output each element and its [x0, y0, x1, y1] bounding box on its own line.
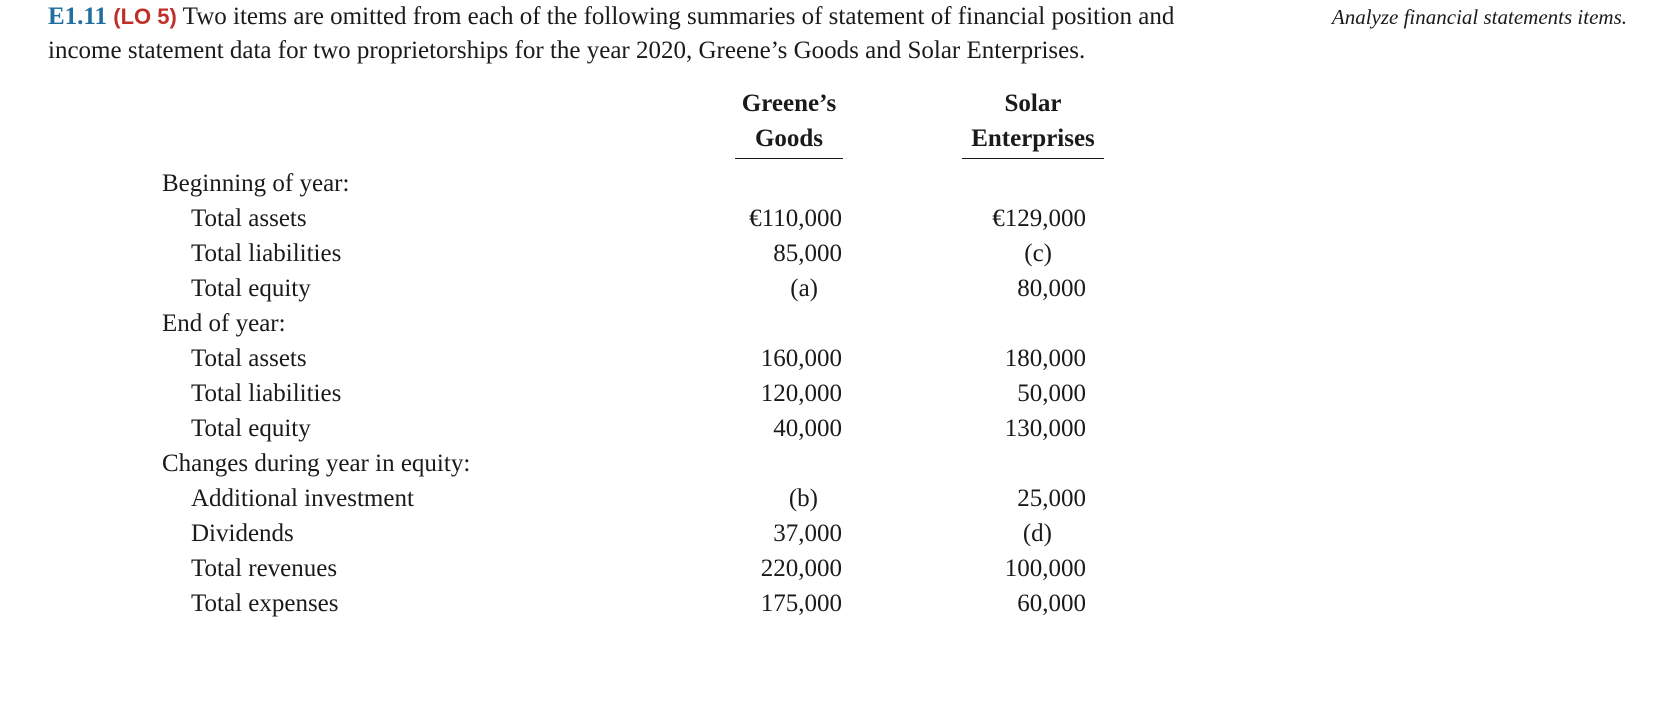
- row-label: Total equity: [191, 275, 311, 302]
- section-row: [0, 446, 1675, 481]
- table-row: [0, 201, 1675, 236]
- solar-enterprises-value: (c): [1024, 240, 1052, 267]
- row-label: Dividends: [191, 520, 294, 547]
- column-header-greenes-goods: [735, 86, 843, 159]
- row-label: Additional investment: [191, 485, 414, 512]
- solar-enterprises-value: 80,000: [1017, 275, 1086, 302]
- solar-enterprises-value: €129,000: [992, 205, 1086, 232]
- solar-enterprises-value: (d): [1022, 520, 1052, 547]
- section-row: [0, 306, 1675, 341]
- exercise-number: E1.11: [48, 3, 108, 30]
- table-row: [0, 411, 1675, 446]
- column-header-line: Solar: [1004, 90, 1062, 117]
- table-row: [0, 236, 1675, 271]
- learning-objective: (LO 5): [113, 4, 177, 29]
- section-label: Beginning of year:: [162, 170, 350, 197]
- greenes-goods-value: €110,000: [749, 205, 842, 232]
- greenes-goods-value: 40,000: [773, 415, 842, 442]
- row-label: Total revenues: [191, 555, 338, 582]
- row-label: Total assets: [191, 345, 307, 372]
- solar-enterprises-value: 180,000: [1004, 345, 1086, 372]
- margin-note: Analyze financial statements items.: [1331, 5, 1627, 29]
- table-row: [0, 516, 1675, 551]
- section-row: [0, 166, 1675, 201]
- table-row: [0, 341, 1675, 376]
- exercise-text: Two items are omitted from each of the following summaries of statement of financial position and income statement data for two proprietorships for the year 2020, Greene’s Goods and Solar Enterprises.: [48, 3, 1175, 64]
- greenes-goods-value: 85,000: [773, 240, 842, 267]
- solar-enterprises-value: 130,000: [1004, 415, 1086, 442]
- solar-enterprises-value: 100,000: [1004, 555, 1086, 582]
- table-row: [0, 586, 1675, 621]
- row-label: Total liabilities: [191, 240, 342, 267]
- section-label: Changes during year in equity:: [162, 450, 471, 477]
- solar-enterprises-value: 50,000: [1017, 380, 1086, 407]
- table-row: [0, 271, 1675, 306]
- row-label: Total assets: [191, 205, 307, 232]
- greenes-goods-value: 120,000: [760, 380, 842, 407]
- exercise-intro: [48, 0, 1228, 68]
- greenes-goods-value: 160,000: [760, 345, 842, 372]
- solar-enterprises-value: 60,000: [1017, 590, 1086, 617]
- solar-enterprises-value: 25,000: [1017, 485, 1086, 512]
- table-row: [0, 551, 1675, 586]
- row-label: Total expenses: [191, 590, 339, 617]
- table-row: [0, 481, 1675, 516]
- section-label: End of year:: [162, 310, 286, 337]
- greenes-goods-value: 220,000: [760, 555, 842, 582]
- column-header-line: Goods: [754, 125, 824, 152]
- greenes-goods-value: 37,000: [773, 520, 842, 547]
- column-header-line: Enterprises: [971, 125, 1095, 152]
- greenes-goods-value: 175,000: [760, 590, 842, 617]
- greenes-goods-value: (a): [790, 275, 818, 302]
- financial-data-table: [0, 166, 1675, 621]
- greenes-goods-value: (b): [788, 485, 818, 512]
- column-header-solar-enterprises: [962, 86, 1104, 159]
- column-header-line: Greene’s: [741, 90, 837, 117]
- row-label: Total liabilities: [191, 380, 342, 407]
- row-label: Total equity: [191, 415, 311, 442]
- table-row: [0, 376, 1675, 411]
